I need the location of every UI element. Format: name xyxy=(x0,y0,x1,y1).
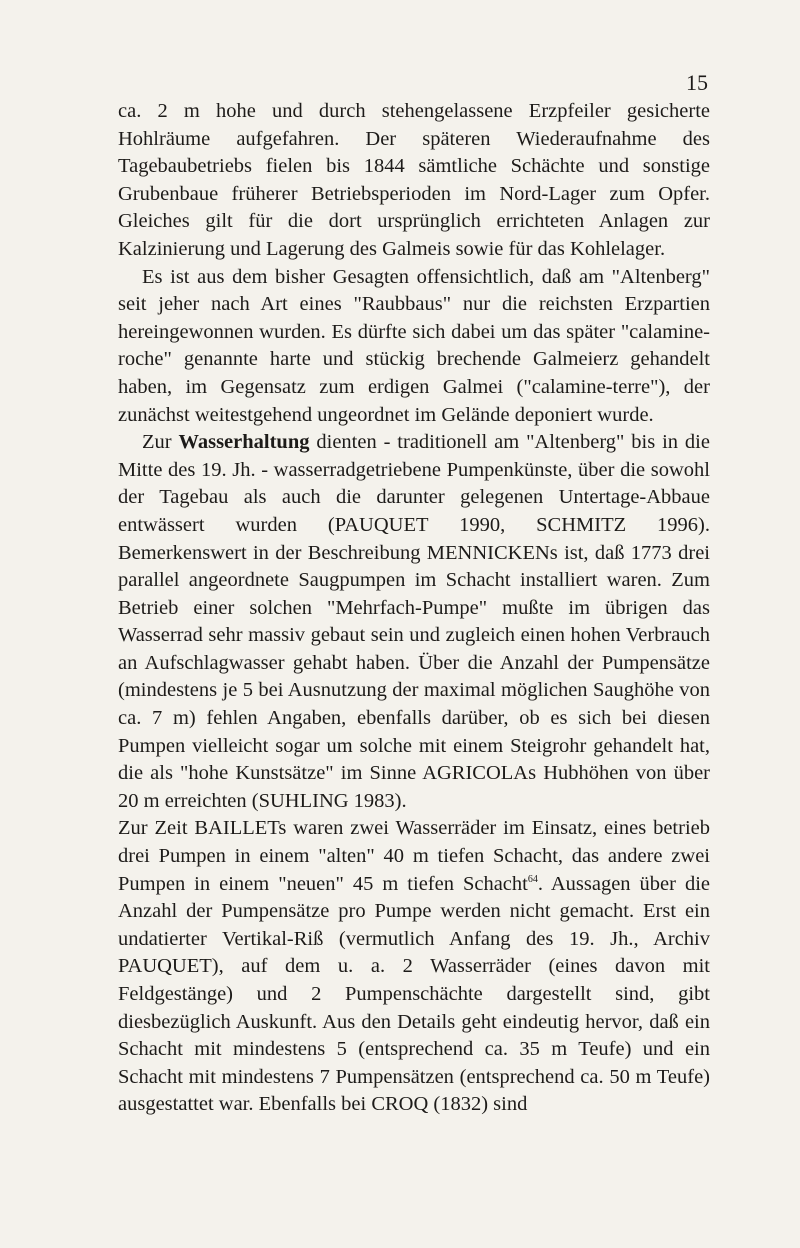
paragraph-1 xyxy=(118,98,710,264)
paragraph-3-lead: Zur xyxy=(142,431,179,454)
footnote-marker: 64 xyxy=(527,873,538,885)
page-number: 15 xyxy=(686,70,708,95)
paragraph-1-text: ca. 2 m hohe und durch stehengelassene Erzpfeiler gesicherte Hohlräume aufgefahren. Der späteren Wiederaufnahme des Tagebaubetriebs fielen bis 1844 sämtliche Schächte und sonstige Grubenbaue früherer Betriebsperioden im Nord-Lager zum Opfer. Gleiches gilt für die dort ursprünglich errichteten Anlagen zur Kalzinierung und Lagerung des Galmeis sowie für das Kohlelager. xyxy=(118,100,710,260)
paragraph-2 xyxy=(118,264,710,430)
paragraph-4 xyxy=(118,815,710,1119)
paragraph-3-text: dienten - traditionell am "Altenberg" bis in die Mitte des 19. Jh. - wasserradgetriebene Pumpenkünste, über die sowohl der Tagebau als auch die darunter gelegenen Untertage-Abbaue entwässert wurden (PAUQUET 1990, SCHMITZ 1996). Bemerkenswert in der Beschreibung MENNICKENs ist, daß 1773 drei parallel angeordnete Saugpumpen im Schacht installiert waren. Zum Betrieb einer solchen "Mehrfach-Pumpe" mußte im übrigen das Wasserrad sehr massiv gebaut sein und zugleich einen hohen Verbrauch an Aufschlagwasser gehabt haben. Über die Anzahl der Pumpensätze (mindestens je 5 bei Ausnutzung der maximal möglichen Saughöhe von ca. 7 m) fehlen Angaben, ebenfalls darüber, ob es sich bei diesen Pumpen vielleicht sogar um solche mit einem Steigrohr gehandelt hat, die als "hohe Kunstsätze" im Sinne AGRICOLAs Hubhöhen von über 20 m erreichten (SUHLING 1983). xyxy=(118,431,710,812)
keyword-wasserhaltung: Wasserhaltung xyxy=(178,431,310,454)
body-text xyxy=(118,98,710,1119)
paragraph-4-text: Zur Zeit BAILLETs waren zwei Wasserräder im Einsatz, eines betrieb drei Pumpen in einem "alten" 40 m tiefen Schacht, das andere zwei Pumpen in einem "neuen" 45 m tiefen Schacht xyxy=(118,817,710,895)
paragraph-4-tail: . Aussagen über die Anzahl der Pumpensätze pro Pumpe werden nicht gemacht. Erst ein undatierter Vertikal-Riß (vermutlich Anfang des 19. Jh., Archiv PAUQUET), auf dem u. a. 2 Wasserräder (eines davon mit Feldgestänge) und 2 Pumpenschächte dargestellt sind, gibt diesbezüglich Auskunft. Aus den Details geht eindeutig hervor, daß ein Schacht mit mindestens 5 (entsprechend ca. 35 m Teufe) und ein Schacht mit mindestens 7 Pumpensätzen (entsprechend ca. 50 m Teufe) ausgestattet war. Ebenfalls bei CROQ (1832) sind xyxy=(118,872,711,1116)
paragraph-3 xyxy=(118,429,710,815)
paragraph-2-text: Es ist aus dem bisher Gesagten offensichtlich, daß am "Altenberg" seit jeher nach Art eines "Raubbaus" nur die reichsten Erzpartien hereingewonnen wurden. Es dürfte sich dabei um das später "calamine-roche" genannte harte und stückig brechende Galmeierz gehandelt haben, im Gegensatz zum erdigen Galmei ("calamine-terre"), der zunächst weitestgehend ungeordnet im Gelände deponiert wurde. xyxy=(118,265,710,426)
